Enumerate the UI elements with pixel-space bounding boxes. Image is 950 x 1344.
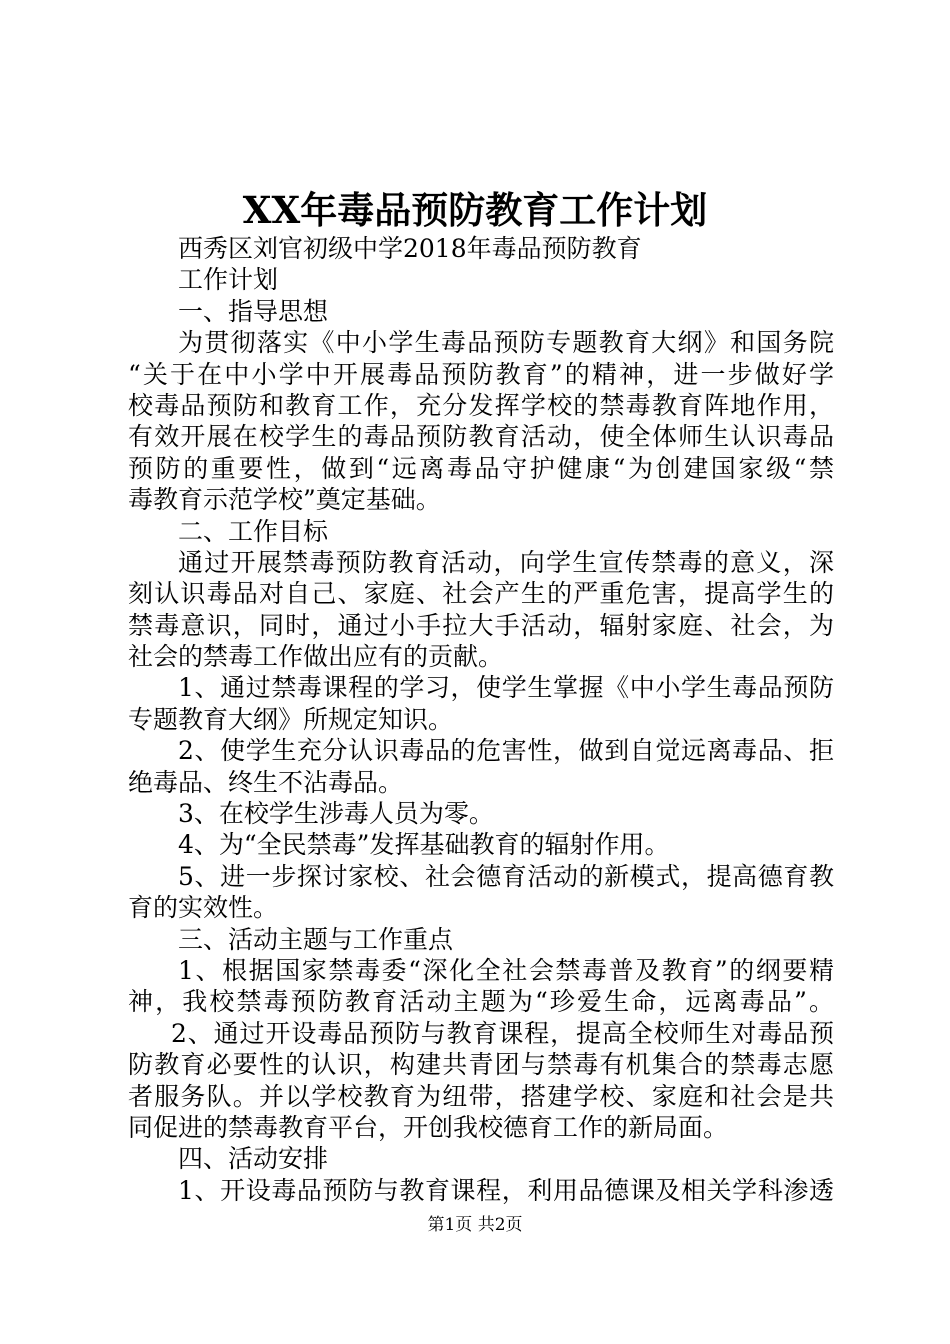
text-line: 4、为“全民禁毒”发挥基础教育的辐射作用。 (178, 830, 670, 860)
text-line: 1、根据国家禁毒委“深化全社会禁毒普及教育”的纲要精 (178, 955, 834, 985)
text-line: 为贯彻落实《中小学生毒品预防专题教育大纲》和国务院 (178, 328, 834, 358)
text-line: 有效开展在校学生的毒品预防教育活动，使全体师生认识毒品 (128, 422, 834, 452)
text-line: 1、通过禁毒课程的学习，使学生掌握《中小学生毒品预防 (178, 673, 834, 703)
text-line: 预防的重要性，做到“远离毒品守护健康“为创建国家级“禁 (128, 453, 834, 483)
text-line: 四、活动安排 (178, 1144, 329, 1174)
text-line: 工作计划 (178, 265, 279, 295)
text-line: 神，我校禁毒预防教育活动主题为“珍爱生命，远离毒品”。 (128, 987, 834, 1017)
text-line: 校毒品预防和教育工作，充分发挥学校的禁毒教育阵地作用， (128, 390, 834, 420)
text-line: 通过开展禁毒预防教育活动，向学生宣传禁毒的意义，深 (178, 547, 834, 577)
text-line: 1、开设毒品预防与教育课程，利用品德课及相关学科渗透 (178, 1175, 834, 1205)
text-line: 三、活动主题与工作重点 (178, 924, 454, 954)
page-footer: 第1页 共2页 (427, 1215, 523, 1235)
text-line: “关于在中小学中开展毒品预防教育”的精神，进一步做好学 (128, 359, 834, 389)
text-line: 毒教育示范学校”奠定基础。 (128, 485, 441, 515)
text-line: 一、指导思想 (178, 296, 329, 326)
text-line: 2、使学生充分认识毒品的危害性，做到自觉远离毒品、拒 (178, 736, 834, 766)
text-line: 刻认识毒品对自己、家庭、社会产生的严重危害，提高学生的 (128, 579, 834, 609)
document-title: XX年毒品预防教育工作计划 (242, 188, 708, 232)
text-line: 二、工作目标 (178, 516, 329, 546)
text-line: 绝毒品、终生不沾毒品。 (128, 767, 404, 797)
text-line: 3、在校学生涉毒人员为零。 (178, 799, 494, 829)
text-line: 育的实效性。 (128, 893, 279, 923)
text-line: 者服务队。并以学校教育为纽带，搭建学校、家庭和社会是共 (128, 1081, 834, 1111)
document-body (128, 233, 834, 1206)
text-line: 专题教育大纲》所规定知识。 (128, 704, 454, 734)
text-line: 禁毒意识，同时，通过小手拉大手活动，辐射家庭、社会，为 (128, 610, 834, 640)
text-line: 同促进的禁毒教育平台，开创我校德育工作的新局面。 (128, 1112, 729, 1142)
text-line: 5、进一步探讨家校、社会德育活动的新模式，提高德育教 (178, 861, 834, 891)
text-line: 社会的禁毒工作做出应有的贡献。 (128, 642, 504, 672)
text-line: 防教育必要性的认识，构建共青团与禁毒有机集合的禁毒志愿 (128, 1050, 834, 1080)
text-line: 2、通过开设毒品预防与教育课程，提高全校师生对毒品预 (171, 1018, 834, 1048)
text-line: 西秀区刘官初级中学2018年毒品预防教育 (178, 234, 642, 263)
